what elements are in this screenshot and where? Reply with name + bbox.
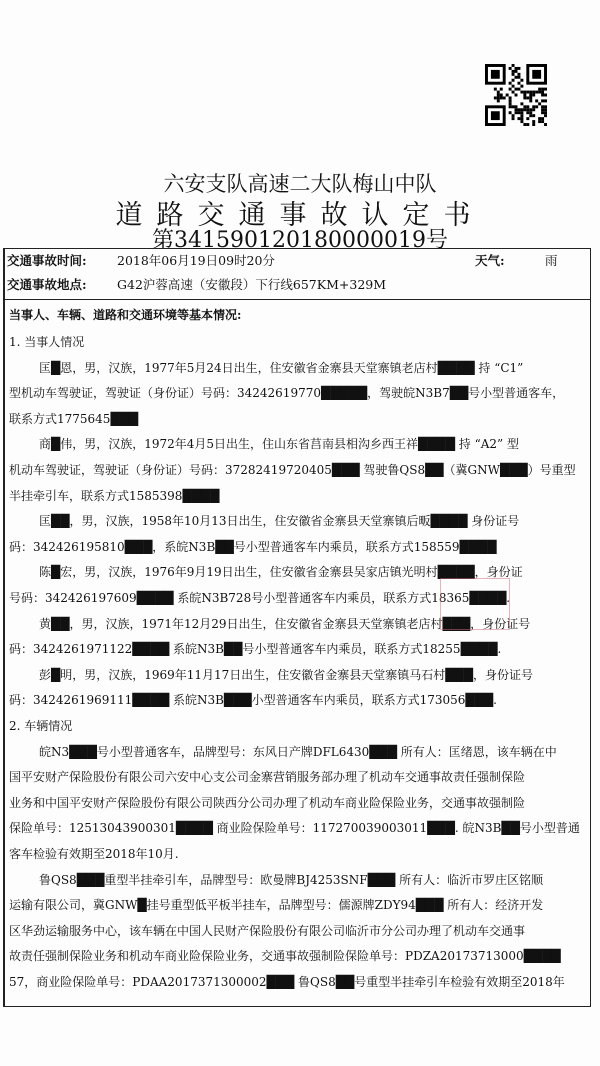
time-value: 2018年06月19日09时20分 xyxy=(117,253,275,268)
body-line: 匡█恩，男，汉族，1977年5月24日出生，住安徽省金寨县天堂寨镇老店村████ 持 “C1” xyxy=(39,360,524,375)
body-line: 2. 车辆情况 xyxy=(9,719,73,733)
body-line: 保险单号：12513043900301████ 商业险保险单号：117270039003011███. 皖N3B██号小型普通 xyxy=(9,821,580,836)
body-line: 型机动车驾驶证，驾驶证（身份证）号码：34242619770█████，驾驶皖N3B7██号小型普通客车， xyxy=(9,386,565,401)
report-table xyxy=(3,248,591,1007)
place-value: G42沪蓉高速（安徽段）下行线657KM+329M xyxy=(117,277,387,292)
qr-code xyxy=(485,64,547,126)
body-line: 57，商业险保险单号：PDAA2017371300002███ 鲁QS8██号重型半挂牵引车检验有效期至2018年 xyxy=(9,975,565,989)
weather-value: 雨 xyxy=(545,253,558,268)
body-line: 商█伟，男，汉族，1972年4月5日出生，住山东省莒南县相沟乡西王祥████ 持 “A2” 型 xyxy=(39,437,519,452)
weather-label: 天气: xyxy=(475,253,505,268)
body-line: 黄██，男，汉族，1971年12月29日出生，住安徽省金寨县天堂寨镇老店村███，身份证号 xyxy=(39,616,531,631)
body-line: 国平安财产保险股份有限公司六安中心支公司金寨营销服务部办理了机动车交通事故责任强制保险 xyxy=(9,770,526,785)
section-title: 当事人、车辆、道路和交通环境等基本情况: xyxy=(9,308,242,322)
document-number: 第341590120180000019号 xyxy=(152,228,448,253)
body-line: 联系方式1775645███ xyxy=(9,411,139,426)
time-label: 交通事故时间: xyxy=(7,253,87,268)
body-line: 号码：342426197609████ 系皖N3B728号小型普通客车内乘员，联系方式18365████. xyxy=(9,591,511,605)
body-line: 陈█宏，男，汉族，1976年9月19日出生，住安徽省金寨县吴家店镇光明村████，身份证 xyxy=(39,565,523,580)
body-line: 皖N3███号小型普通客车，品牌型号：东风日产牌DFL6430███ 所有人：匡绪恩，该车辆在中 xyxy=(39,744,557,759)
body-line: 客车检验有效期至2018年10月. xyxy=(9,847,179,861)
body-line: 彭█明，男，汉族，1969年11月17日出生，住安徽省金寨县天堂寨镇马石村███，身份证号 xyxy=(39,667,533,682)
body-line: 业务和中国平安财产保险股份有限公司陕西分公司办理了机动车商业险保险业务，交通事故强制险 xyxy=(9,795,526,810)
accident-place-row xyxy=(5,273,590,297)
accident-time-row xyxy=(5,249,590,273)
body-line: 码：3424261971122████ 系皖N3B██号小型普通客车内乘员，联系方式18255████. xyxy=(9,642,502,657)
body-line: 匡██，男，汉族，1958年10月13日出生，住安徽省金寨县天堂寨镇后畈████ 身份证号 xyxy=(39,514,520,529)
office-name: 六安支队高速二大队梅山中队 xyxy=(163,172,437,196)
body-line: 码：342426195810███，系皖N3B██号小型普通客车内乘员，联系方式158559████ xyxy=(9,539,497,554)
body-line: 码：3424261969111████ 系皖N3B███小型普通客车内乘员，联系方式173056███. xyxy=(9,693,497,708)
place-label: 交通事故地点: xyxy=(7,277,87,292)
body-line: 鲁QS8███重型半挂牵引车，品牌型号：欧曼牌BJ4253SNF███ 所有人：临沂市罗庄区铭顺 xyxy=(39,872,544,887)
body-line: 半挂牵引车，联系方式1585398████ xyxy=(9,488,220,503)
body-line: 运输有限公司，冀GNW█挂号重型低平板半挂车，品牌型号：儒源牌ZDY94███ 所有人：经济开发 xyxy=(9,898,544,913)
body-line: 1. 当事人情况 xyxy=(9,335,85,349)
divider xyxy=(5,299,590,300)
body-line: 故责任强制保险业务和机动车商业险保险业务，交通事故强制险保险单号：PDZA20173713000████ xyxy=(9,949,561,964)
body-line: 区华劲运输服务中心，该车辆在中国人民财产保险股份有限公司临沂市分公司办理了机动车交通事 xyxy=(9,923,526,938)
body-line: 机动车驾驶证，驾驶证（身份证）号码：37282419720405███ 驾驶鲁QS8██（冀GNW███）号重型 xyxy=(9,463,576,477)
document-title: 道路交通事故认定书 xyxy=(115,200,485,231)
